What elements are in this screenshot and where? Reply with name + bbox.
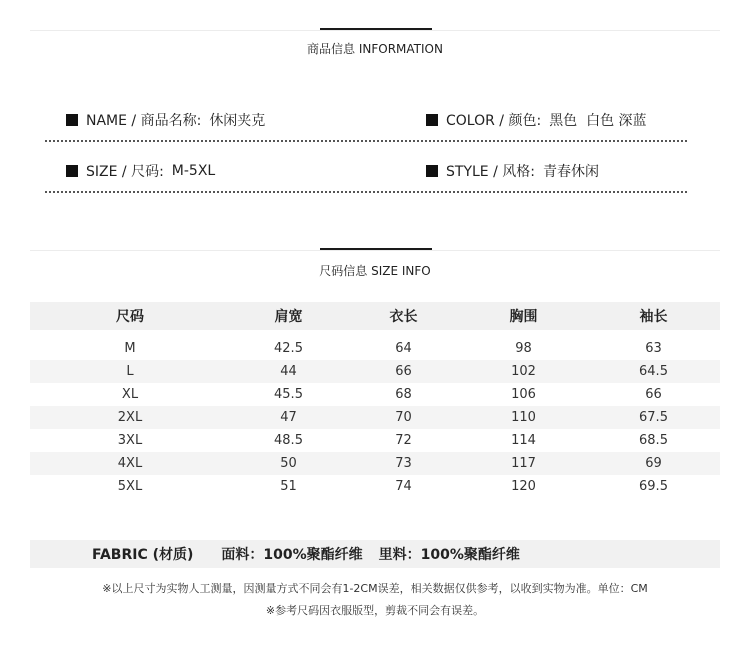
square-bullet-icon (66, 165, 78, 177)
cell-chest: 98 (515, 341, 532, 356)
cell-size: L (126, 364, 134, 379)
cell-chest: 117 (511, 456, 536, 471)
cell-size: 4XL (117, 456, 143, 471)
size-field (66, 161, 215, 181)
cell-sleeve: 69.5 (639, 479, 668, 494)
cell-sleeve: 64.5 (639, 364, 668, 379)
square-bullet-icon (426, 165, 438, 177)
cell-sleeve: 63 (645, 341, 662, 356)
cell-length: 72 (395, 433, 412, 448)
cell-shoulder: 42.5 (274, 341, 303, 356)
cell-chest: 110 (511, 410, 536, 425)
color-value: 黑色 白色 深蓝 (549, 113, 647, 129)
cell-sleeve: 66 (645, 387, 662, 402)
square-bullet-icon (426, 114, 438, 126)
cell-length: 66 (395, 364, 412, 379)
cell-size: 3XL (117, 433, 143, 448)
cell-shoulder: 51 (280, 479, 297, 494)
style-value: 青春休闲 (542, 164, 599, 180)
cell-chest: 106 (511, 387, 536, 402)
table-row (30, 360, 720, 383)
cell-chest: 120 (511, 479, 536, 494)
size-info-divider (30, 250, 720, 251)
cell-shoulder: 50 (280, 456, 297, 471)
dotted-divider (45, 191, 687, 193)
size-info-title: 尺码信息 SIZE INFO (319, 264, 431, 278)
fabric-outer: 面料：100%聚酯纤维 (221, 547, 363, 563)
cell-length: 70 (395, 410, 412, 425)
name-value: 休闲夹克 (209, 113, 266, 129)
name-label: NAME / 商品名称: (86, 113, 202, 129)
cell-chest: 102 (511, 364, 536, 379)
cell-sleeve: 69 (645, 456, 662, 471)
cell-length: 73 (395, 456, 412, 471)
table-row (30, 406, 720, 429)
dotted-divider (45, 140, 687, 142)
fabric-label: FABRIC (材质) (92, 547, 194, 563)
cell-sleeve: 68.5 (639, 433, 668, 448)
size-table (30, 302, 720, 498)
size-value: M-5XL (171, 163, 216, 179)
cell-size: M (124, 341, 136, 356)
header-shoulder: 肩宽 (274, 309, 303, 325)
table-row (30, 337, 720, 360)
cell-shoulder: 44 (280, 364, 297, 379)
style-field (426, 161, 599, 181)
square-bullet-icon (66, 114, 78, 126)
cell-length: 64 (395, 341, 412, 356)
cell-shoulder: 47 (280, 410, 297, 425)
table-row (30, 452, 720, 475)
style-label: STYLE / 风格: (446, 164, 535, 180)
table-row (30, 429, 720, 452)
header-size: 尺码 (116, 309, 144, 325)
size-note: ※参考尺码因衣服版型，剪裁不同会有误差。 (265, 604, 485, 617)
cell-length: 68 (395, 387, 412, 402)
fabric-lining: 里料：100%聚酯纤维 (378, 547, 520, 563)
size-label: SIZE / 尺码: (86, 164, 164, 180)
measurement-note: ※以上尺寸为实物人工测量，因测量方式不同会有1-2CM误差，相关数据仅供参考，以收到实物为准。单位：CM (102, 582, 648, 595)
header-sleeve: 袖长 (639, 309, 668, 325)
information-title: 商品信息 INFORMATION (307, 42, 443, 56)
table-row (30, 475, 720, 498)
cell-shoulder: 45.5 (274, 387, 303, 402)
cell-length: 74 (395, 479, 412, 494)
table-row (30, 383, 720, 406)
cell-size: XL (121, 387, 139, 402)
information-divider (30, 30, 720, 31)
cell-shoulder: 48.5 (274, 433, 303, 448)
cell-size: 2XL (117, 410, 143, 425)
cell-sleeve: 67.5 (639, 410, 668, 425)
cell-size: 5XL (117, 479, 143, 494)
color-field (426, 110, 647, 130)
cell-chest: 114 (511, 433, 536, 448)
name-field (66, 110, 265, 130)
fabric-bar (30, 540, 720, 568)
table-header (30, 302, 720, 330)
header-chest: 胸围 (509, 309, 538, 325)
color-label: COLOR / 颜色: (446, 113, 542, 129)
header-length: 衣长 (389, 309, 418, 325)
